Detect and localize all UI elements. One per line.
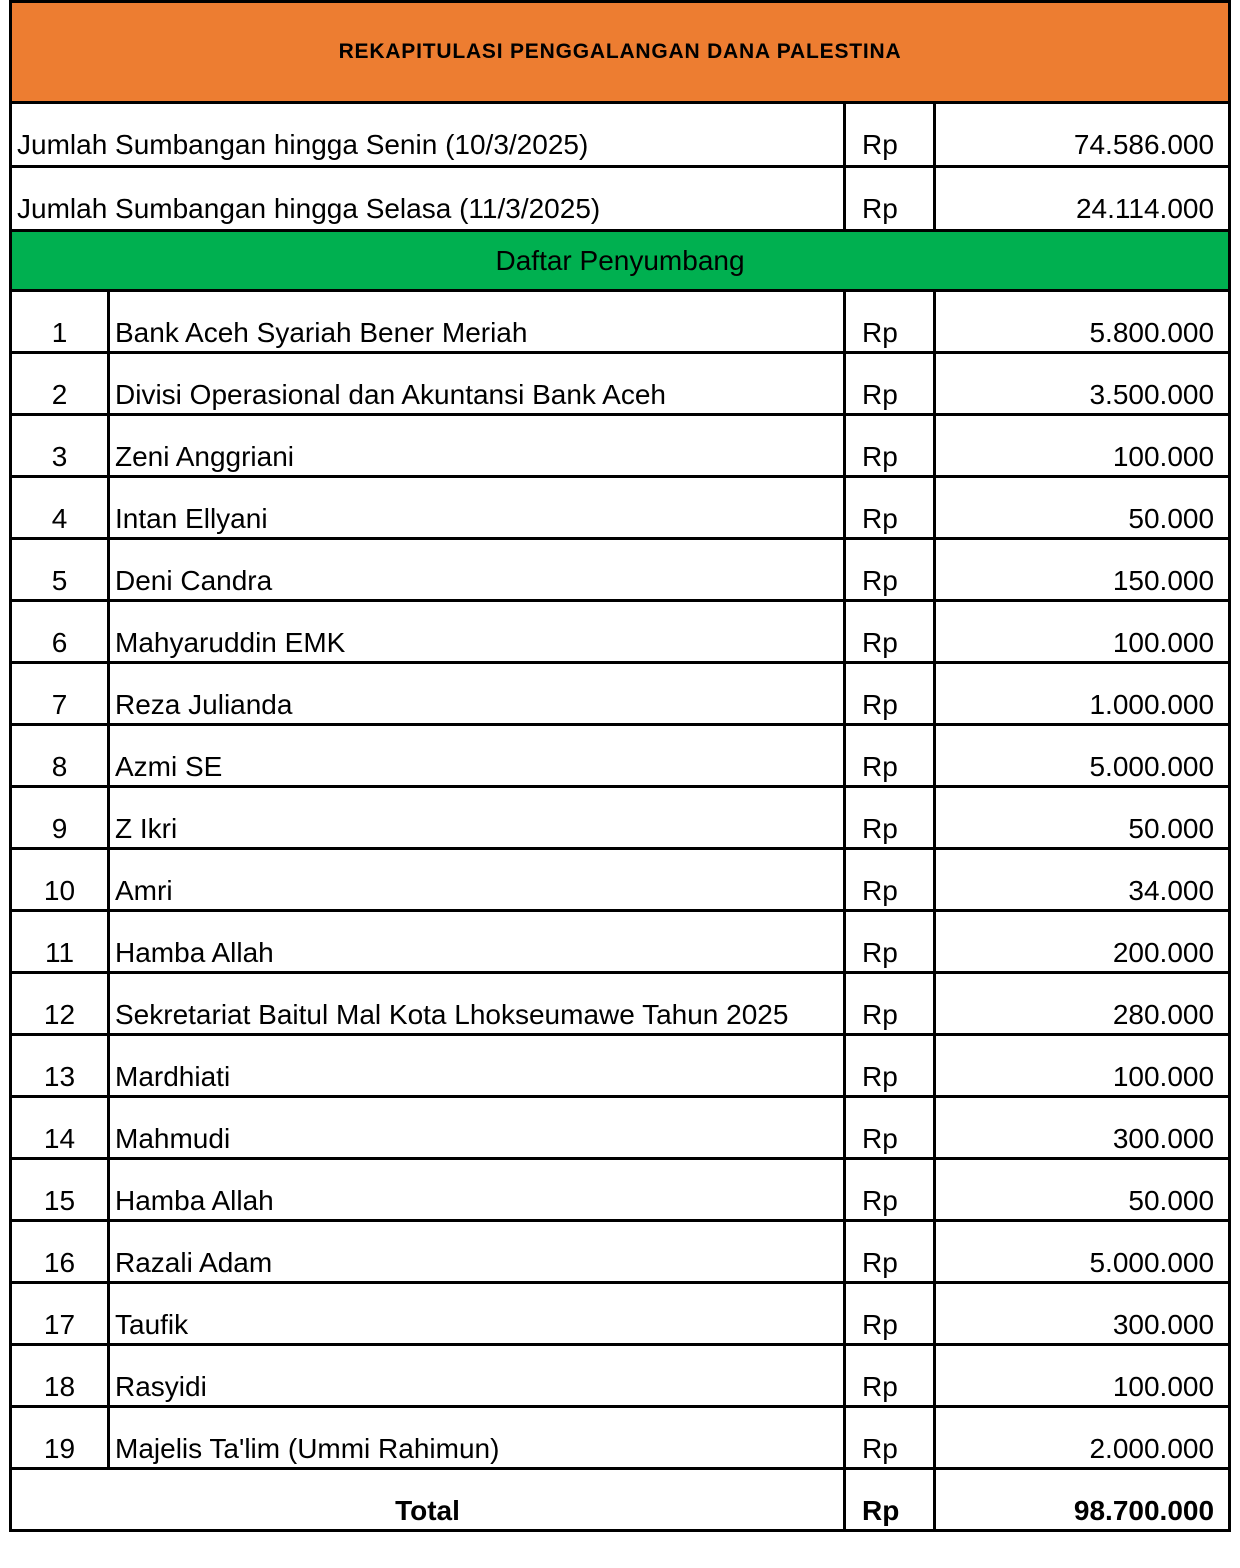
donor-currency: Rp [845, 1345, 935, 1407]
summary-label: Jumlah Sumbangan hingga Senin (10/3/2025) [11, 103, 845, 167]
donor-name: Rasyidi [109, 1345, 845, 1407]
donor-name: Majelis Ta'lim (Ummi Rahimun) [109, 1407, 845, 1469]
donor-name: Amri [109, 849, 845, 911]
donor-name: Deni Candra [109, 539, 845, 601]
donor-row [11, 1159, 1230, 1221]
summary-row [11, 167, 1230, 231]
donor-row [11, 1221, 1230, 1283]
donor-amount: 50.000 [935, 787, 1230, 849]
total-currency: Rp [845, 1469, 935, 1531]
donor-number: 11 [11, 911, 109, 973]
donor-currency: Rp [845, 1097, 935, 1159]
summary-amount: 74.586.000 [935, 103, 1230, 167]
donor-amount: 300.000 [935, 1283, 1230, 1345]
donor-row [11, 725, 1230, 787]
donor-row [11, 663, 1230, 725]
donor-currency: Rp [845, 911, 935, 973]
donor-number: 8 [11, 725, 109, 787]
donor-currency: Rp [845, 1035, 935, 1097]
summary-label: Jumlah Sumbangan hingga Selasa (11/3/2025) [11, 167, 845, 231]
donor-number: 10 [11, 849, 109, 911]
donor-number: 17 [11, 1283, 109, 1345]
donor-number: 5 [11, 539, 109, 601]
donor-currency: Rp [845, 787, 935, 849]
donor-currency: Rp [845, 291, 935, 353]
donor-row [11, 1407, 1230, 1469]
donor-name: Intan Ellyani [109, 477, 845, 539]
donor-name: Z Ikri [109, 787, 845, 849]
total-label: Total [11, 1469, 845, 1531]
donor-number: 18 [11, 1345, 109, 1407]
donor-amount: 5.800.000 [935, 291, 1230, 353]
donor-name: Zeni Anggriani [109, 415, 845, 477]
donor-amount: 100.000 [935, 1035, 1230, 1097]
donor-amount: 50.000 [935, 1159, 1230, 1221]
donor-name: Sekretariat Baitul Mal Kota Lhokseumawe Tahun 2025 [109, 973, 845, 1035]
donor-amount: 34.000 [935, 849, 1230, 911]
donor-currency: Rp [845, 1407, 935, 1469]
donor-amount: 150.000 [935, 539, 1230, 601]
donor-name: Divisi Operasional dan Akuntansi Bank Aceh [109, 353, 845, 415]
donor-number: 15 [11, 1159, 109, 1221]
donor-currency: Rp [845, 1283, 935, 1345]
donor-name: Azmi SE [109, 725, 845, 787]
donor-name: Mahmudi [109, 1097, 845, 1159]
donor-row [11, 1345, 1230, 1407]
donor-number: 4 [11, 477, 109, 539]
donor-name: Hamba Allah [109, 1159, 845, 1221]
donor-amount: 280.000 [935, 973, 1230, 1035]
donor-amount: 2.000.000 [935, 1407, 1230, 1469]
total-amount: 98.700.000 [935, 1469, 1230, 1531]
donor-name: Mardhiati [109, 1035, 845, 1097]
donor-number: 2 [11, 353, 109, 415]
donor-number: 9 [11, 787, 109, 849]
donor-amount: 100.000 [935, 1345, 1230, 1407]
donor-amount: 200.000 [935, 911, 1230, 973]
total-row [11, 1469, 1230, 1531]
donor-row [11, 477, 1230, 539]
donor-row [11, 539, 1230, 601]
title-row [11, 2, 1230, 103]
donor-name: Reza Julianda [109, 663, 845, 725]
donor-amount: 5.000.000 [935, 1221, 1230, 1283]
donor-currency: Rp [845, 601, 935, 663]
donor-amount: 100.000 [935, 601, 1230, 663]
donor-name: Bank Aceh Syariah Bener Meriah [109, 291, 845, 353]
donor-row [11, 1097, 1230, 1159]
recap-table [9, 0, 1231, 1532]
donor-currency: Rp [845, 663, 935, 725]
donor-currency: Rp [845, 415, 935, 477]
donor-number: 13 [11, 1035, 109, 1097]
donor-row [11, 415, 1230, 477]
donor-amount: 3.500.000 [935, 353, 1230, 415]
donor-name: Hamba Allah [109, 911, 845, 973]
donor-number: 14 [11, 1097, 109, 1159]
donor-row [11, 353, 1230, 415]
donor-number: 19 [11, 1407, 109, 1469]
donor-number: 1 [11, 291, 109, 353]
donor-row [11, 911, 1230, 973]
donor-number: 16 [11, 1221, 109, 1283]
donor-row [11, 1035, 1230, 1097]
donor-row [11, 973, 1230, 1035]
donor-row [11, 601, 1230, 663]
donor-number: 3 [11, 415, 109, 477]
donor-row [11, 291, 1230, 353]
summary-row [11, 103, 1230, 167]
donor-currency: Rp [845, 849, 935, 911]
donor-currency: Rp [845, 1221, 935, 1283]
donor-amount: 300.000 [935, 1097, 1230, 1159]
donor-currency: Rp [845, 1159, 935, 1221]
summary-amount: 24.114.000 [935, 167, 1230, 231]
donor-amount: 5.000.000 [935, 725, 1230, 787]
donor-number: 6 [11, 601, 109, 663]
donor-amount: 100.000 [935, 415, 1230, 477]
donor-row [11, 787, 1230, 849]
donor-currency: Rp [845, 973, 935, 1035]
donor-currency: Rp [845, 353, 935, 415]
donor-number: 7 [11, 663, 109, 725]
section-header-row [11, 231, 1230, 291]
donor-row [11, 1283, 1230, 1345]
donor-name: Mahyaruddin EMK [109, 601, 845, 663]
donor-amount: 50.000 [935, 477, 1230, 539]
donor-name: Taufik [109, 1283, 845, 1345]
donor-amount: 1.000.000 [935, 663, 1230, 725]
donor-currency: Rp [845, 725, 935, 787]
donor-currency: Rp [845, 539, 935, 601]
summary-currency: Rp [845, 167, 935, 231]
section-title: Daftar Penyumbang [11, 231, 1230, 291]
summary-currency: Rp [845, 103, 935, 167]
donor-currency: Rp [845, 477, 935, 539]
donor-number: 12 [11, 973, 109, 1035]
donor-name: Razali Adam [109, 1221, 845, 1283]
sheet-title: REKAPITULASI PENGGALANGAN DANA PALESTINA [11, 2, 1230, 103]
donor-row [11, 849, 1230, 911]
donation-recap-sheet [9, 0, 1228, 1532]
